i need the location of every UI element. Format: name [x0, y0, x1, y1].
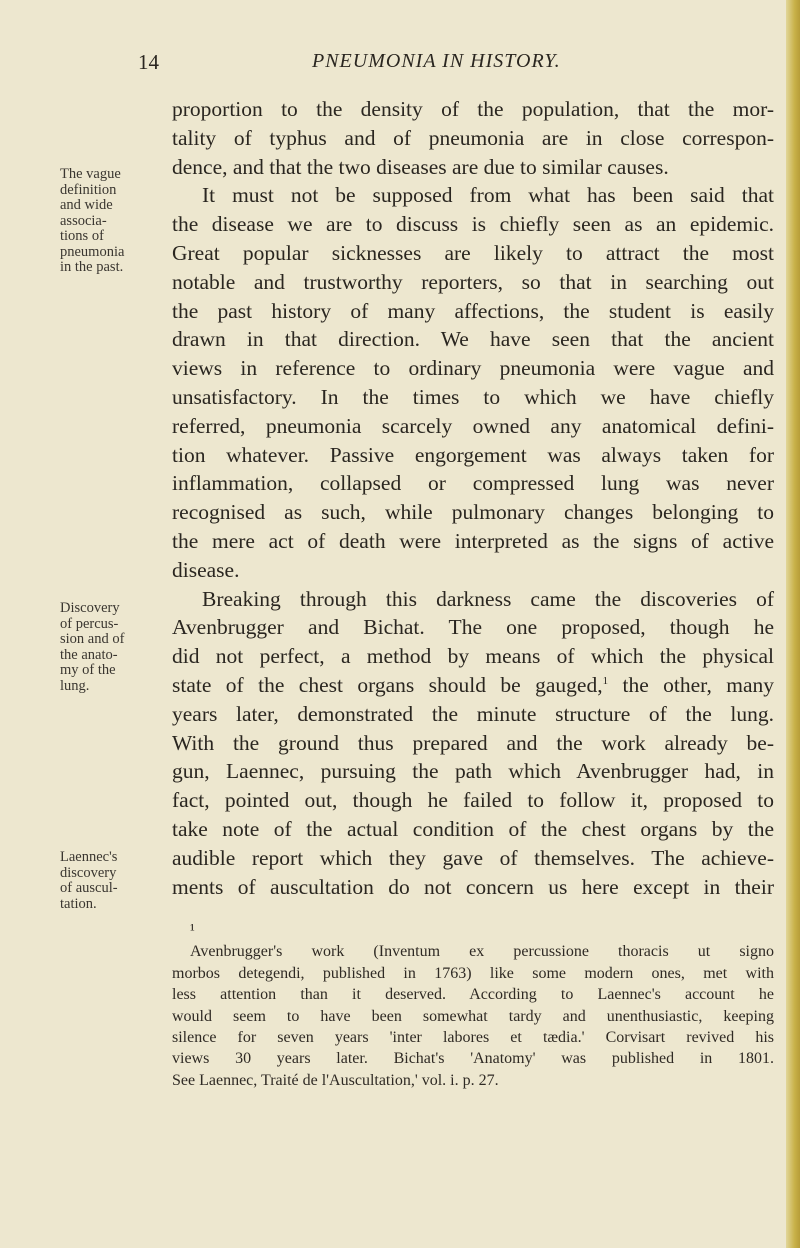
- page-edge: [786, 0, 800, 1248]
- margin-note-laennec-auscultation: Laennec's discovery of auscul- tation.: [60, 849, 118, 912]
- paragraph: proportion to the density of the population, that the mor- tality of typhus and of pneumonia are in close correspon- dence, and that the two diseases are due to similar causes.: [172, 97, 774, 179]
- margin-note-vague-definition: The vague definition and wide associa- tions of pneumonia in the past.: [60, 166, 125, 275]
- footnote-marker[interactable]: 1: [602, 674, 609, 687]
- body-text: [172, 95, 774, 901]
- paragraph: It must not be supposed from what has been said that the disease we are to discuss is chiefly seen as an epidemic. Great popular sicknesses are likely to attract the most notable and trustworthy reporters, so that in searching out the past history of many affections, the student is easily drawn in that direction. We have seen that the ancient views in reference to ordinary pneumonia were vague and unsatisfactory. In the times to which we have chiefly referred, pneumonia scarcely owned any anatomical defini- tion whatever. Passive engorgement was always taken for inflammation, collapsed or compressed lung was never recognised as such, while pulmonary changes belonging to the mere act of death were interpreted as the signs of active disease.: [172, 183, 774, 582]
- page-header: [0, 50, 800, 80]
- running-head: PNEUMONIA IN HISTORY.: [312, 50, 561, 72]
- footnote: ¹ Avenbrugger's work (Inventum ex percussione thoracis ut signo morbos detegendi, published in 1763) like some modern ones, met with less attention than it deserved. According to Laennec's account he would seem to have been somewhat tardy and unenthusiastic, keeping silence for seven years 'inter labores et tædia.' Corvisart revived his views 30 years later. Bichat's 'Anatomy' was published in 1801. See Laennec, Traité de l'Auscultation,' vol. i. p. 27.: [172, 922, 774, 1089]
- paragraph: Breaking through this darkness came the discoveries of Avenbrugger and Bichat. The one proposed, though he did not perfect, a method by means of which the physical state of the chest organs should be gauged,$^1$ the other, many years later, demonstrated the minute structure of the lung. With the ground thus prepared and the work already be- gun, Laennec, pursuing the path which Avenbrugger had, in fact, pointed out, though he failed to follow it, proposed to take note of the actual condition of the chest organs by the audible report which they gave of themselves. The achieve- ments of auscultation do not concern us here except in their: [172, 586, 774, 899]
- page-number: 14: [138, 50, 159, 74]
- footnote-marker-label: ¹: [190, 922, 195, 939]
- margin-note-discovery-percussion: Discovery of percus- sion and of the anato- my of the lung.: [60, 600, 125, 694]
